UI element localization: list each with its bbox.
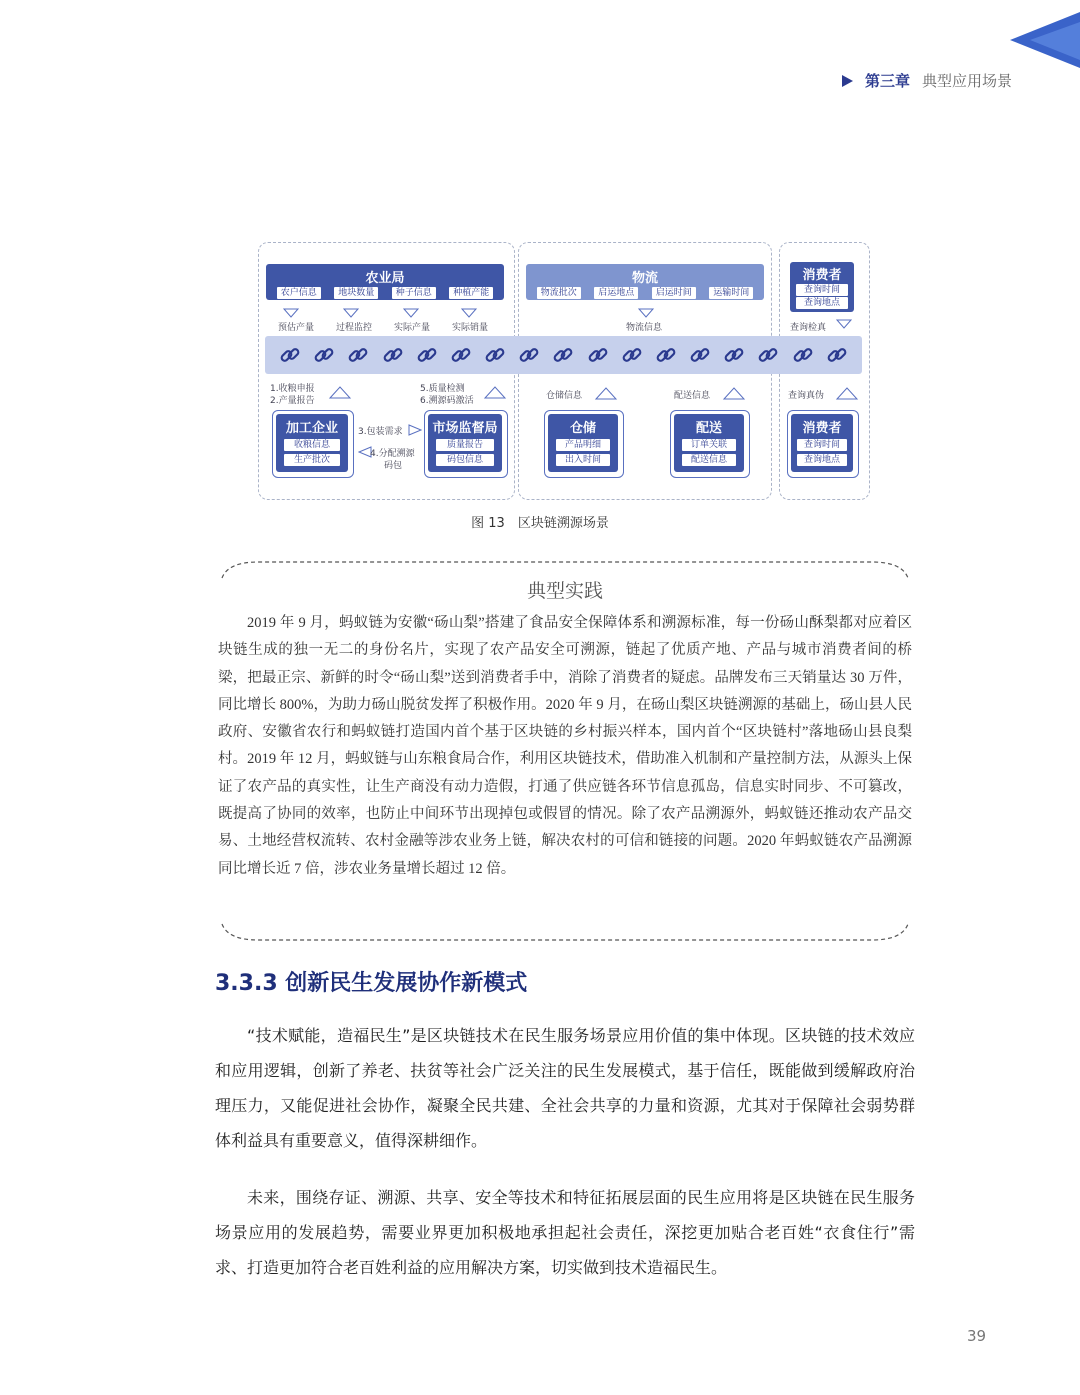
agri-label: 过程监控: [336, 323, 373, 333]
consumer-bottom-title: 消费者: [802, 421, 842, 436]
consumer-top-label: 查询检真: [790, 323, 827, 333]
up-arrow-icon: [593, 386, 619, 400]
practice-title: 典型实践: [526, 580, 603, 602]
typical-practice-box: [218, 558, 912, 944]
down-arrow-icon: [638, 308, 654, 318]
chain-link-icon: [484, 344, 506, 366]
chain-link-icon: [518, 344, 540, 366]
consumer-top-box: [790, 262, 854, 312]
packaging-label: 3.包装需求: [358, 427, 403, 437]
chain-link-icon: [587, 344, 609, 366]
down-arrow-icon: [283, 308, 299, 318]
market-box: [428, 414, 502, 472]
delivery-title: 配送: [695, 421, 722, 436]
agri-chip: 地块数量: [334, 287, 378, 299]
chapter-header: [842, 70, 1012, 91]
agri-label: 实际产量: [394, 323, 431, 333]
chain-link-icon: [621, 344, 643, 366]
up-arrow-icon: [483, 385, 507, 399]
processor-title: 加工企业: [285, 421, 338, 436]
chain-link-icon: [313, 344, 335, 366]
processor-row: 生产批次: [284, 454, 340, 466]
agri-label: 实际销量: [452, 323, 489, 333]
allocate-label: 4.分配溯源: [370, 449, 415, 459]
storage-label: 仓储信息: [546, 391, 583, 401]
section-heading: 3.3.3 创新民生发展协作新模式: [215, 971, 528, 996]
down-arrow-icon: [836, 319, 852, 329]
processor-row: 收粮信息: [284, 439, 340, 451]
agri-chip: 种子信息: [392, 287, 436, 299]
market-label: 5.质量检测: [420, 384, 465, 394]
delivery-row: 配送信息: [682, 454, 736, 466]
chain-link-icon: [416, 344, 438, 366]
chain-link-icon: [689, 344, 711, 366]
processor-label: 2.产量报告: [270, 396, 315, 406]
play-triangle-icon: [842, 75, 853, 87]
logistics-chip: 运输时间: [709, 287, 753, 299]
agri-bureau-box: [266, 264, 504, 300]
delivery-box: [674, 414, 744, 472]
delivery-label: 配送信息: [674, 391, 711, 401]
down-arrow-icon: [461, 308, 477, 318]
consumer-top-title: 消费者: [802, 268, 842, 283]
corner-decoration: [1000, 0, 1080, 70]
logistics-chip: 启运时间: [652, 287, 696, 299]
consumer-top-row: 查询地点: [796, 297, 848, 309]
consumer-bottom-box: [791, 414, 853, 472]
practice-body: 2019 年 9 月，蚂蚁链为安徽“砀山梨”搭建了食品安全保障体系和溯源标准，每一份砀山酥梨都对应着区块链生成的独一无二的身份名片，实现了农产品安全可溯源，链起了优质产地、产品与城市消费者间的桥梁，把最正宗、新鲜的时令“砀山梨”送到消费者手中，消除了消费者的疑虑。品牌发布三天销量达 30 万件，同比增长 800%，为助力砀山脱贫发挥了积极作用。2020 年 9 月，在砀山梨区块链溯源的基础上，砀山县人民政府、安徽省农行和蚂蚁链打造国内首个基于区块链的乡村振兴样本，国内首个“区块链村”落地砀山县良梨村。2019 年 12 月，蚂蚁链与山东粮食局合作，利用区块链技术，借助准入机制和产量控制方法，从源头上保证了农产品的真实性，让生产商没有动力造假，打通了供应链各环节信息孤岛，信息实时同步、不可篡改，既提高了协同的效率，也防止中间环节出现掉包或假冒的情况。除了农产品溯源外，蚂蚁链还推动农产品交易、土地经营权流转、农村金融等涉农业务上链，解决农村的可信和链接的问题。2020 年蚂蚁链农产品溯源同比增长近 7 倍，涉农业务量增长超过 12 倍。: [218, 615, 912, 877]
chain-link-icon: [655, 344, 677, 366]
logistics-label: 物流信息: [626, 323, 663, 333]
storage-row: 产品明细: [556, 439, 610, 451]
chain-link-icon: [792, 344, 814, 366]
section-paragraph-1: “技术赋能，造福民生”是区块链技术在民生服务场景应用价值的集中体现。区块链的技术效应和应用逻辑，创新了养老、扶贫等社会广泛关注的民生发展模式，基于信任，既能做到缓解政府治理压力，又能促进社会协作，凝聚全民共建、全社会共享的力量和资源，尤其对于保障社会弱势群体利益具有重要意义，值得深耕细作。: [215, 1026, 915, 1150]
chain-link-icon: [382, 344, 404, 366]
logistics-title: 物流: [631, 271, 658, 286]
agri-chip: 种植产能: [449, 287, 493, 299]
figure-caption: 图 13 区块链溯源场景: [471, 516, 609, 531]
chain-link-icon: [279, 344, 301, 366]
up-arrow-icon: [721, 386, 747, 400]
agri-bureau-title: 农业局: [365, 271, 405, 286]
market-row: 质量报告: [436, 439, 494, 451]
logistics-chip: 启运地点: [594, 287, 638, 299]
chapter-number: 第三章: [865, 72, 911, 90]
chain-link-icon: [723, 344, 745, 366]
chain-link-icon: [826, 344, 848, 366]
allocate-label: 码包: [384, 461, 403, 471]
consumer-top-row: 查询时间: [796, 284, 848, 296]
agri-chip: 农户信息: [277, 287, 321, 299]
storage-row: 出入时间: [556, 454, 610, 466]
chain-link-icon: [347, 344, 369, 366]
market-row: 码包信息: [436, 454, 494, 466]
chapter-title: 典型应用场景: [922, 72, 1013, 90]
right-arrow-icon: [408, 424, 422, 436]
consumer-bottom-row: 查询地点: [797, 454, 847, 466]
logistics-box: [526, 264, 764, 300]
page-number: 39: [967, 1327, 987, 1345]
down-arrow-icon: [343, 308, 359, 318]
down-arrow-icon: [403, 308, 419, 318]
up-arrow-icon: [328, 385, 352, 399]
blockchain-bar: [265, 336, 862, 374]
market-title: 市场监督局: [432, 421, 498, 436]
delivery-row: 订单关联: [682, 439, 736, 451]
up-arrow-icon: [835, 386, 859, 400]
processor-label: 1.收粮申报: [270, 384, 315, 394]
storage-title: 仓储: [569, 421, 596, 436]
chain-link-icon: [450, 344, 472, 366]
agri-label: 预估产量: [278, 323, 315, 333]
market-label: 6.溯源码激活: [420, 396, 474, 406]
chain-link-icon: [757, 344, 779, 366]
section-paragraph-2: 未来，围绕存证、溯源、共享、安全等技术和特征拓展层面的民生应用将是区块链在民生服务场景应用的发展趋势，需要业界更加积极地承担起社会责任，深挖更加贴合老百姓“衣食住行”需求、打造更加符合老百姓利益的应用解决方案，切实做到技术造福民生。: [215, 1188, 915, 1277]
processor-box: [276, 414, 348, 472]
blockchain-traceability-diagram: [258, 240, 870, 502]
consumer-bottom-row: 查询时间: [797, 439, 847, 451]
consumer-bottom-label: 查询真伪: [788, 391, 825, 401]
storage-box: [548, 414, 618, 472]
logistics-chip: 物流批次: [537, 287, 581, 299]
chain-link-icon: [552, 344, 574, 366]
